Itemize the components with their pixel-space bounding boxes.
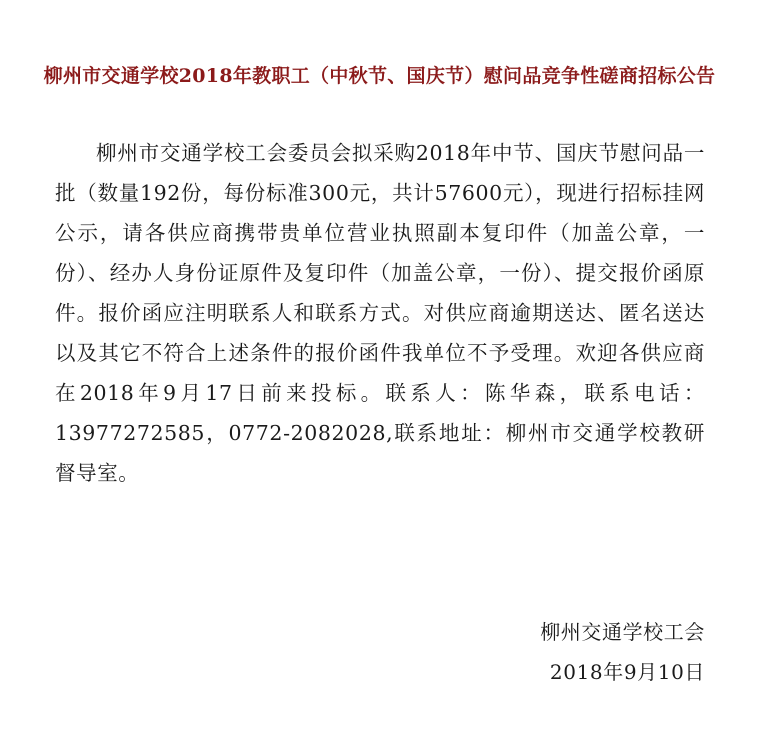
signature-block bbox=[540, 612, 705, 692]
signature-organization: 柳州交通学校工会 bbox=[540, 620, 705, 644]
notice-title: 柳州市交通学校2018年教职工（中秋节、国庆节）慰问品竞争性磋商招标公告 bbox=[43, 65, 716, 87]
notice-body: 柳州市交通学校工会委员会拟采购2018年中节、国庆节慰问品一批（数量192份，每份标准300元，共计57600元），现进行招标挂网公示，请各供应商携带贵单位营业执照副本复印件（加盖公章，一份）、经办人身份证原件及复印件（加盖公章，一份）、提交报价函原件。报价函应注明联系人和联系方式。对供应商逾期送达、匿名送达以及其它不符合上述条件的报价函件我单位不予受理。欢迎各供应商在2018年9月17日前来投标。联系人：陈华森，联系电话：13977272585，0772-2082028,联系地址：柳州市交通学校教研督导室。 bbox=[55, 141, 705, 485]
signature-date: 2018年9月10日 bbox=[549, 660, 705, 684]
